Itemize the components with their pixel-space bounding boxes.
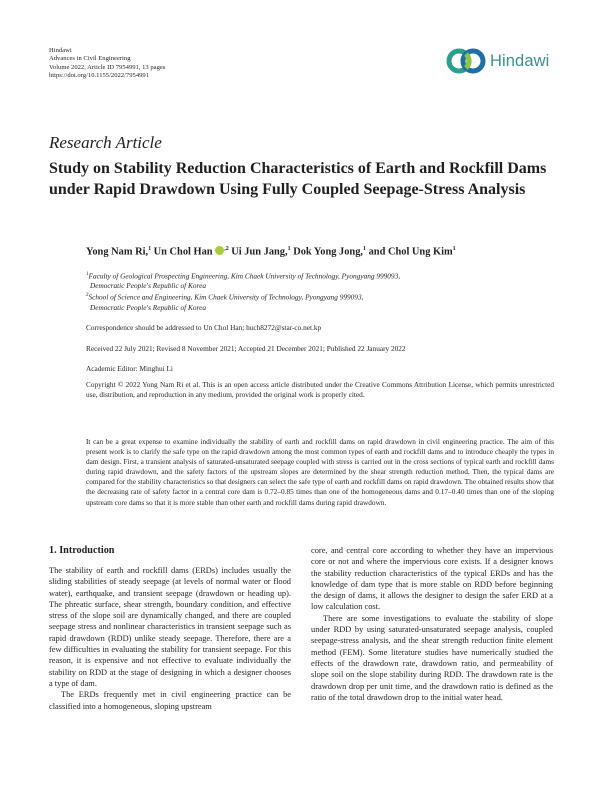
paragraph: The stability of earth and rockfill dams (ERDs) includes usually the sliding stabilities of steady seepage (at levels of normal water or flood water), earthquake, and transient seepage (drawdown or heading up). The phreatic surface, shear strength, boundary condition, and effective stress of the slope soil are dynamically changed, and there are coupled seepage stress and nonlinear characteristics in transient seepage such as rapid drawdown (RDD) unlike steady seepage. Therefore, there are a few difficulties in evaluating the stability for transient seepage. For this reason, it is expensive and not effective to evaluate individually the stability on RDD at the stage of designing in which a designer chooses a type of dam.	[49, 566, 291, 688]
author-name[interactable]: Un Chol Han	[153, 246, 213, 258]
volume-line: Volume 2022, Article ID 7954991, 13 pages	[49, 63, 166, 71]
author-affiliation-mark: 1	[363, 246, 366, 252]
affiliations	[86, 270, 554, 313]
journal-name: Advances in Civil Engineering	[49, 55, 131, 63]
hindawi-logo-text: Hindawi	[490, 51, 550, 70]
right-column	[311, 545, 553, 703]
affiliation-1: $^1$Faculty of Geological Prospecting Engineering, Kim Chaek University of Technology, Pyongyang 999093,	[86, 271, 401, 281]
affiliation-2: $^2$School of Science and Engineering, Kim Chaek University of Technology, Pyongyang 999093,	[86, 292, 364, 302]
article-type: Research Article	[49, 133, 162, 152]
affiliation-2-country: Democratic People's Republic of Korea	[90, 302, 206, 312]
hindawi-logo-icon	[446, 48, 486, 74]
hindawi-logo	[446, 48, 549, 74]
section-heading: 1. Introduction	[49, 545, 115, 556]
author-name[interactable]: Yong Nam Ri,	[86, 246, 149, 258]
correspondence: Correspondence should be addressed to Un Chol Han; huch8272@star-co.net.kp	[86, 323, 322, 332]
abstract: It can be a great expense to examine individually the stability of earth and rockfill dams on rapid drawdown in civil engineering practice. The aim of this present work is to clarify the safe type on the rapid drawdown among the most common types of earth and rockfill dams and to introduce cheaply the types in dam design. First, a transient analysis of saturated-unsaturated seepage coupled with stress is carried out in the cross sections of typical earth and rockfill dams during rapid drawdown, and the safety factors of the upstream slopes are determined by the shear strength reduction method. Then, the typical dams are compared for the stability characteristics so that designers can select the safe type of earth and rockfill dams on rapid drawdown. The obtained results show that the decreasing rate of safety factor in a central core dam is 0.72–0.85 times than one of the homogeneous dams and 0.17–0.40 times than one of the sloping upstream core dams so that it is more stable than other earth and rockfill dams during rapid drawdown.	[86, 437, 554, 507]
author-affiliation-mark: 1	[287, 246, 291, 252]
doi-link[interactable]: https://doi.org/10.1155/2022/7954991	[49, 72, 150, 80]
author-name[interactable]: and Chol Ung Kim	[368, 246, 453, 258]
academic-editor: Academic Editor: Minghui Li	[86, 364, 173, 373]
author-name[interactable]: Dok Yong Jong,	[293, 246, 363, 258]
copyright-notice: Copyright © 2022 Yong Nam Ri et al. This is an open access article distributed under the Creative Commons Attribution License, which permits unrestricted use, distribution, and reproduction in any medium, provided the original work is properly cited.	[86, 380, 554, 399]
paper-title: Study on Stability Reduction Characteristics of Earth and Rockfill Dams under Rapid Drawdown Using Fully Coupled Seepage-Stress Analysis	[49, 160, 547, 198]
affiliation-1-country: Democratic People's Republic of Korea	[90, 281, 206, 291]
orcid-icon[interactable]	[215, 246, 224, 255]
paragraph: There are some investigations to evaluate the stability of slope under RDD by using saturated-unsaturated seepage analysis, coupled seepage-stress analysis, and the shear strength reduction finite element method (FEM). Some literature studies have numerically studied the effects of the drawdown rate, drawdown ratio, and permeability of slope soil on the slope stability during RDD. The drawdown rate is the drawdown drop per unit time, and the drawdown ratio is defined as the ratio of the total drawdown drop to the initial water head.	[311, 613, 553, 702]
left-column	[49, 565, 291, 712]
author-list	[86, 246, 456, 257]
publication-dates: Received 22 July 2021; Revised 8 November 2021; Accepted 21 December 2021; Published 22 January 2022	[86, 344, 406, 353]
author-affiliation-mark: 1	[148, 246, 152, 252]
publisher-name: Hindawi	[49, 47, 72, 54]
author-name[interactable]: Ui Jun Jang,	[231, 246, 288, 258]
paragraph: The ERDs frequently met in civil engineering practice can be classified into a homogeneous, sloping upstream	[49, 690, 291, 711]
author-affiliation-mark: ,2	[224, 246, 229, 252]
journal-info	[49, 47, 165, 81]
author-affiliation-mark: 1	[452, 246, 456, 252]
paragraph: core, and central core according to whether they have an impervious core or not and where the impervious core exists. If a designer knows the stability reduction characteristics of the typical ERDs and has the knowledge of dam type that is more stable on RDD before beginning the design of dams, it allows the designer to design the safer ERD at a low calculation cost.	[311, 546, 553, 612]
